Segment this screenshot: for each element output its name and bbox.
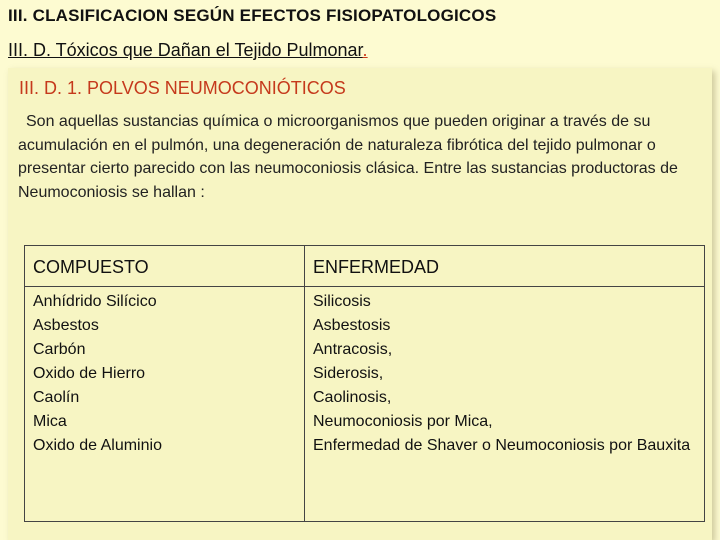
enfermedad-item: Silicosis [313, 293, 371, 310]
table-row [25, 287, 705, 522]
subtitle-text: III. D. Tóxicos que Dañan el Tejido Pulmonar [8, 40, 363, 60]
page-title: III. CLASIFICACION SEGÚN EFECTOS FISIOPATOLOGICOS [8, 6, 497, 25]
header-compuesto: COMPUESTO [25, 246, 305, 287]
compuesto-item: Anhídrido Silícico [33, 293, 157, 310]
compuesto-item: Mica [33, 413, 67, 430]
enfermedad-item: Neumoconiosis por Mica, [313, 413, 493, 430]
compuestos-cell [25, 287, 305, 522]
table-header-row [25, 246, 705, 287]
enfermedad-item: Siderosis, [313, 365, 384, 382]
header-enfermedad: ENFERMEDAD [305, 246, 705, 287]
page-subtitle [8, 40, 368, 61]
enfermedades-cell [305, 287, 705, 522]
enfermedad-item: Antracosis, [313, 341, 393, 358]
neumoconiosis-table [24, 245, 705, 522]
section-heading: III. D. 1. POLVOS NEUMOCONIÓTICOS [19, 78, 346, 98]
enfermedad-item: Asbestosis [313, 317, 391, 334]
compuesto-item: Carbón [33, 341, 86, 358]
intro-paragraph: Son aquellas sustancias química o microorganismos que pueden originar a través de su acumulación en el pulmón, una degeneración de naturaleza fibrótica del tejido pulmonar o presentar cierto parecido con las neumoconiosis clásica. Entre las sustancias productoras de Neumoconiosis se hallan : [18, 113, 678, 201]
compuesto-item: Oxido de Hierro [33, 365, 146, 382]
compuesto-item: Caolín [33, 389, 80, 406]
compuesto-item: Oxido de Aluminio [33, 437, 162, 454]
enfermedad-item: Caolinosis, [313, 389, 392, 406]
enfermedad-item: Enfermedad de Shaver o Neumoconiosis por Bauxita [313, 437, 691, 454]
compuesto-item: Asbestos [33, 317, 99, 334]
subtitle-punctuation: . [362, 40, 368, 60]
